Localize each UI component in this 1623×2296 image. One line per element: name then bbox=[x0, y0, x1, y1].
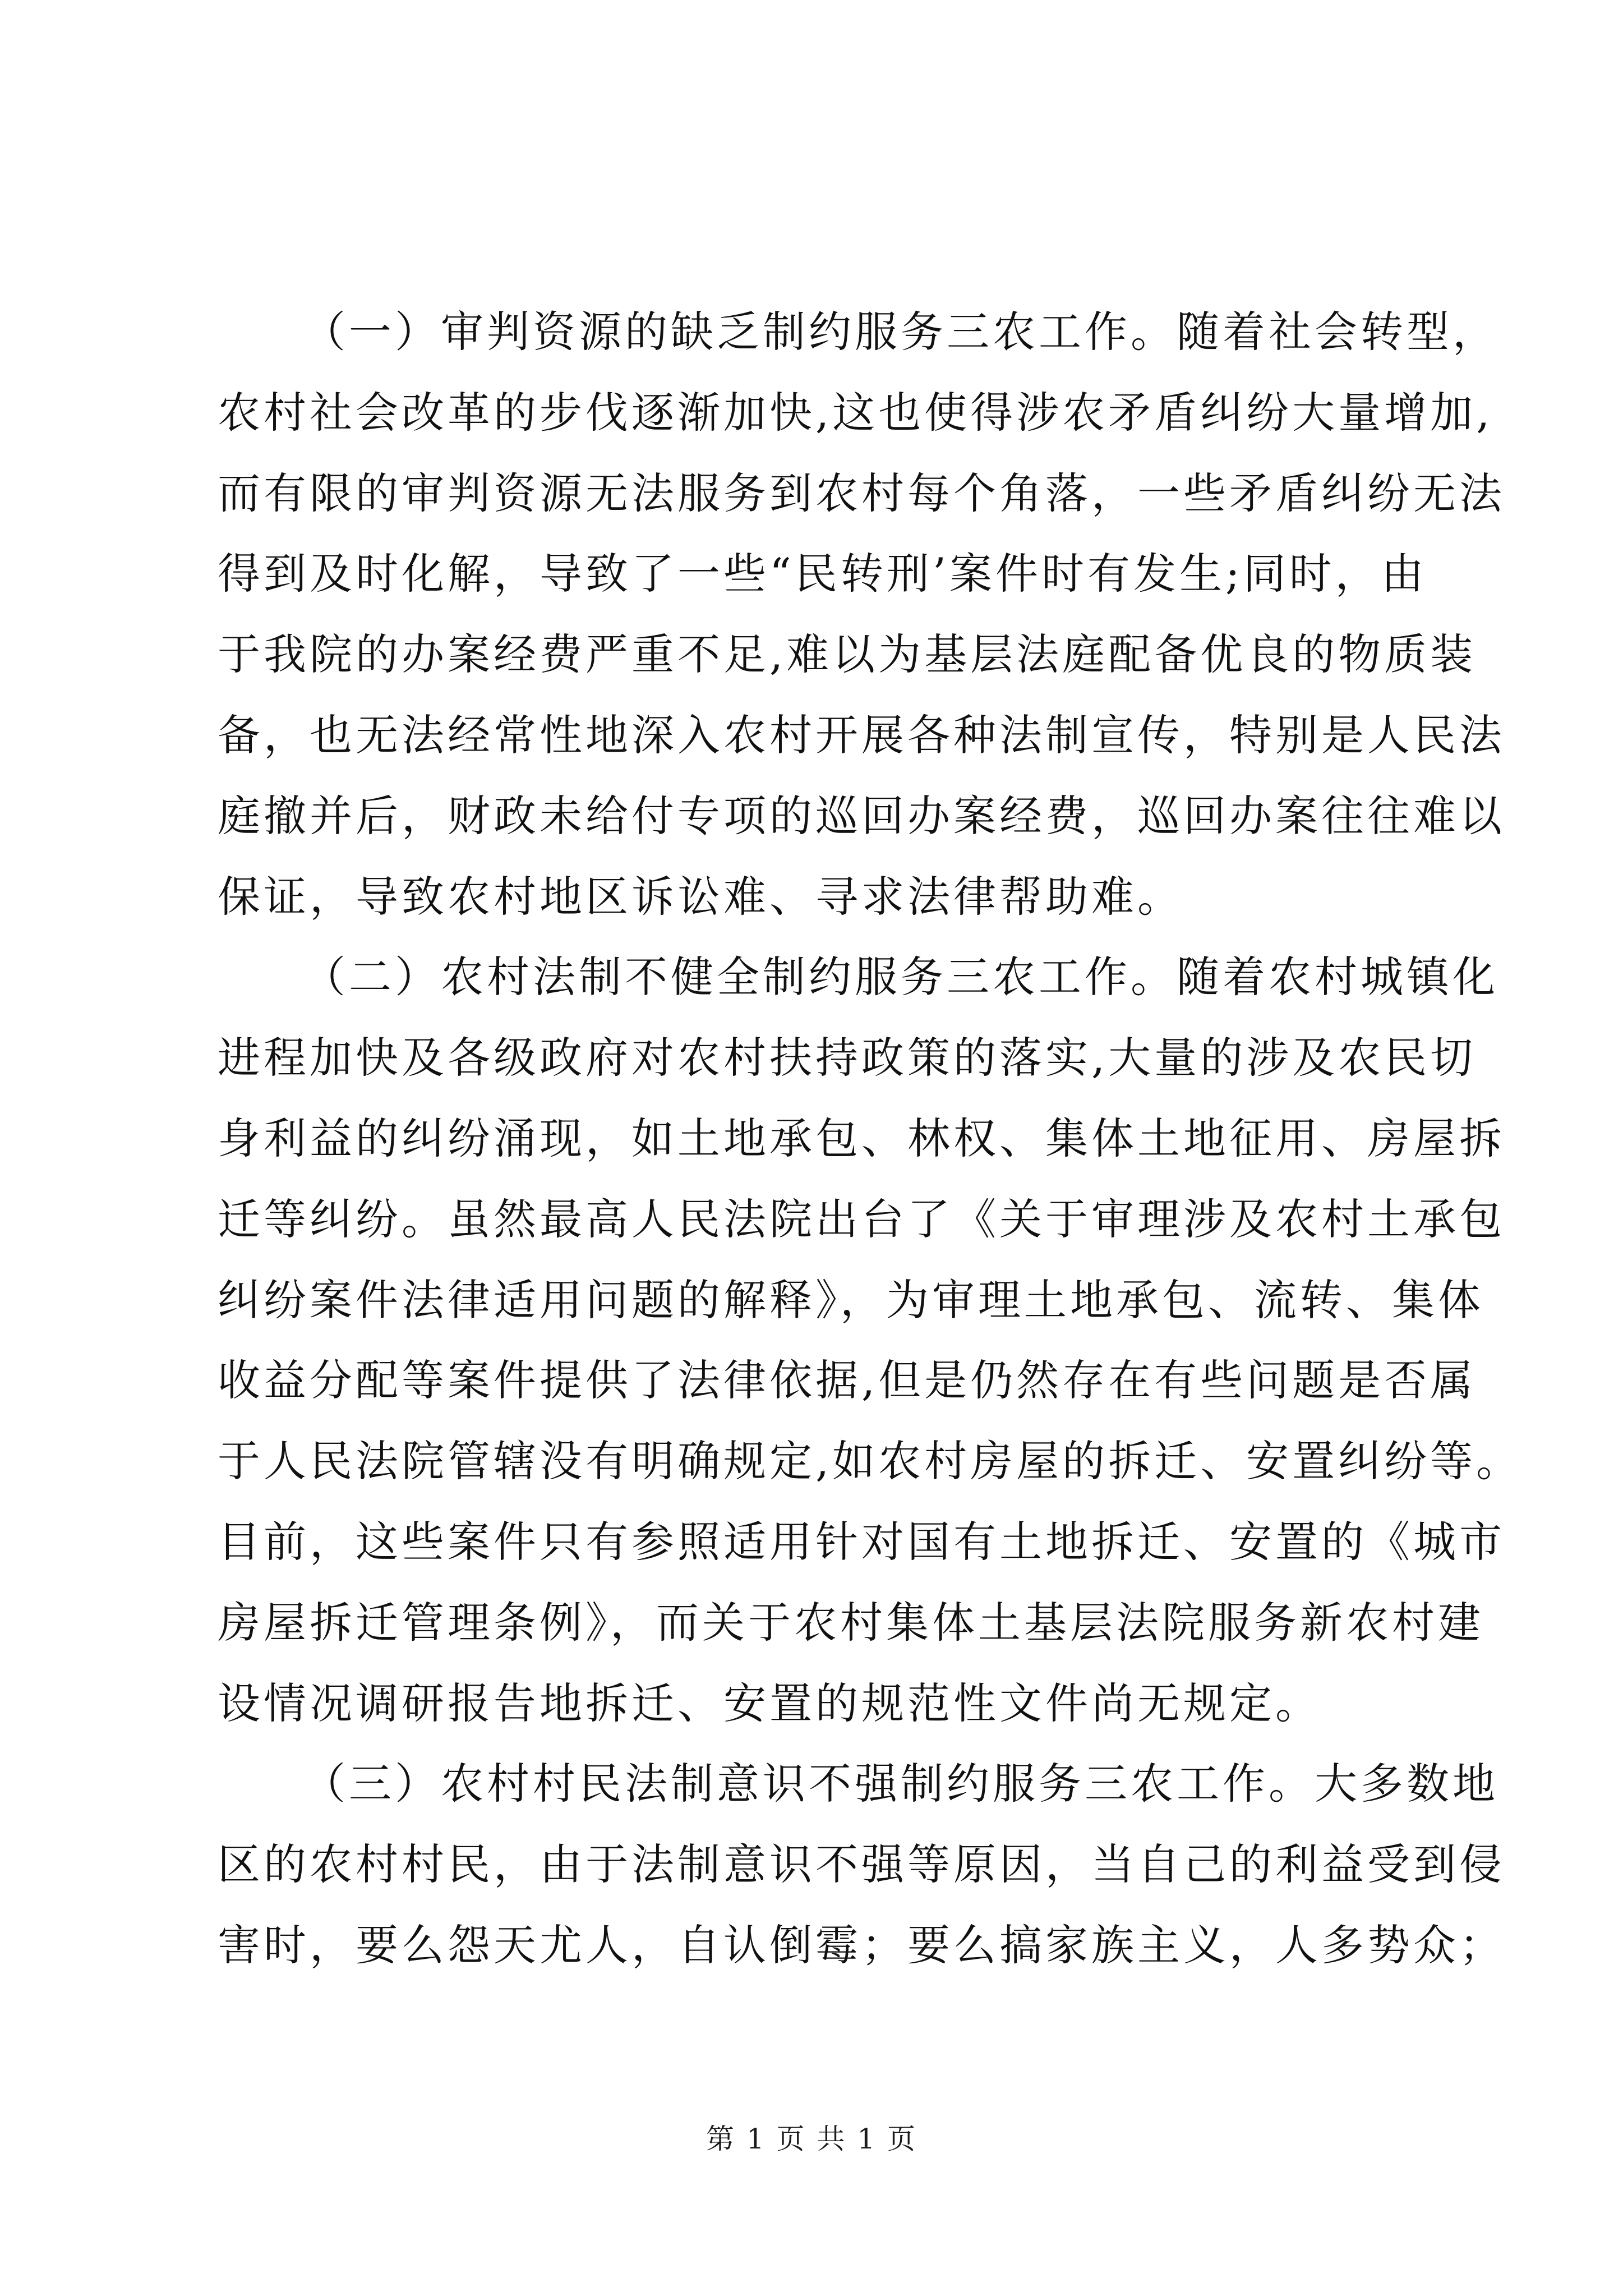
paragraph-3-line-1: （三）农村村民法制意识不强制约服务三农工作。大多数地 bbox=[303, 1759, 1498, 1809]
paragraph-2-line-7: 于人民法院管辖没有明确规定,如农村房屋的拆迁、安置纠纷等。 bbox=[218, 1436, 1523, 1487]
paragraph-3-line-3: 害时，要么怨天尤人，自认倒霉；要么搞家族主义，人多势众； bbox=[218, 1920, 1505, 1970]
paragraph-2-line-5: 纠纷案件法律适用问题的解释》，为审理土地承包、流转、集体 bbox=[218, 1274, 1484, 1325]
document-body bbox=[218, 292, 1523, 1986]
paragraph-2-line-1: （二）农村法制不健全制约服务三农工作。随着农村城镇化 bbox=[303, 952, 1498, 1002]
paragraph-2-line-2: 进程加快及各级政府对农村扶持政策的落实,大量的涉及农民切 bbox=[218, 1033, 1477, 1083]
paragraph-3-line-2: 区的农村村民，由于法制意识不强等原因，当自己的利益受到侵 bbox=[218, 1839, 1505, 1890]
paragraph-1-line-8: 保证，导致农村地区诉讼难、寻求法律帮助难。 bbox=[218, 871, 1183, 922]
paragraph-2-line-10: 设情况调研报告地拆迁、安置的规范性文件尚无规定。 bbox=[218, 1678, 1321, 1728]
paragraph-1-line-2: 农村社会改革的步伐逐渐加快,这也使得涉农矛盾纠纷大量增加, bbox=[218, 387, 1493, 438]
paragraph-1-line-4: 得到及时化解，导致了一些“民转刑’案件时有发生;同时，由 bbox=[218, 549, 1427, 599]
paragraph-2-line-8: 目前，这些案件只有参照适用针对国有土地拆迁、安置的《城市 bbox=[218, 1516, 1505, 1567]
paragraph-2-line-4: 迁等纠纷。虽然最高人民法院出台了《关于审理涉及农村土承包 bbox=[218, 1194, 1505, 1244]
page-footer: 第 1 页 共 1 页 bbox=[706, 2123, 917, 2155]
paragraph-2-line-3: 身利益的纠纷涌现，如土地承包、林权、集体土地征用、房屋拆 bbox=[218, 1113, 1505, 1163]
paragraph-2-line-9: 房屋拆迁管理条例》，而关于农村集体土基层法院服务新农村建 bbox=[218, 1597, 1484, 1648]
paragraph-1-line-7: 庭撤并后，财政未给付专项的巡回办案经费，巡回办案往往难以 bbox=[218, 790, 1505, 841]
paragraph-1-line-5: 于我院的办案经费严重不足,难以为基层法庭配备优良的物质装 bbox=[218, 629, 1477, 680]
paragraph-1-line-1: （一）审判资源的缺乏制约服务三农工作。随着社会转型， bbox=[303, 307, 1498, 357]
paragraph-1-line-3: 而有限的审判资源无法服务到农村每个角落，一些矛盾纠纷无法 bbox=[218, 468, 1505, 518]
paragraph-2-line-6: 收益分配等案件提供了法律依据,但是仍然存在有些问题是否属 bbox=[218, 1355, 1477, 1406]
paragraph-1-line-6: 备，也无法经常性地深入农村开展各种法制宣传，特别是人民法 bbox=[218, 710, 1505, 760]
